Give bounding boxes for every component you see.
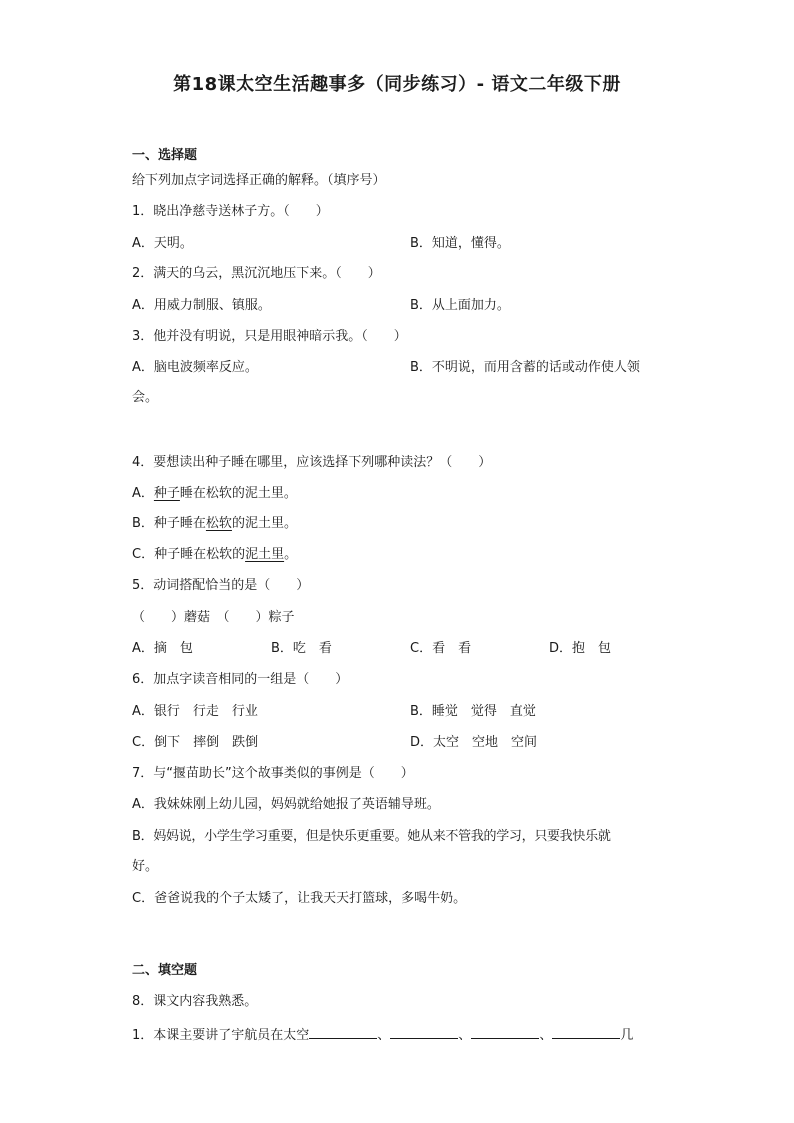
question-5: 5．动词搭配恰当的是（ ） [132,578,310,593]
page-title: 第18课太空生活趣事多（同步练习）- 语文二年级下册 [173,74,621,95]
q4-option-a [132,486,297,502]
separator: 、 [377,1028,391,1043]
question-7: 7．与“揠苗助长”这个故事类似的事例是（ ） [132,766,414,781]
question-2: 2．满天的乌云，黑沉沉地压下来。（ ） [132,266,381,281]
separator: 、 [539,1028,553,1043]
q7-option-c: C．爸爸说我的个子太矮了，让我天天打篮球，多喝牛奶。 [132,891,467,906]
q3-option-a: A．脑电波频率反应。 [132,360,258,375]
q5-blanks: （ ）蘑菇 （ ）粽子 [132,610,295,625]
q5-option-b: B．吃 看 [271,641,332,656]
q8-line-1 [132,1026,633,1044]
section-heading-choice: 一、选择题 [132,148,198,163]
separator: 、 [458,1028,472,1043]
q7-option-a: A．我妹妹刚上幼儿园，妈妈就给她报了英语辅导班。 [132,797,440,812]
q4-a-prefix: A． [132,486,154,501]
answer-blank-1[interactable] [309,1026,377,1039]
q1-option-b: B．知道，懂得。 [410,236,510,251]
q5-option-a: A．摘 包 [132,641,193,656]
question-8: 8．课文内容我熟悉。 [132,994,258,1009]
q6-option-b: B．睡觉 觉得 直觉 [410,704,536,719]
q4-c-underlined: 泥土里 [245,547,285,562]
q4-option-c [132,547,297,563]
q5-option-c: C．看 看 [410,641,472,656]
answer-blank-2[interactable] [390,1026,458,1039]
q6-option-d: D．太空 空地 空间 [410,735,538,750]
q4-c-prefix: C．种子睡在松软的 [132,547,246,562]
q3-option-b: B．不明说，而用含蓄的话或动作使人领 [410,360,640,375]
q4-b-suffix: 的泥土里。 [231,516,297,531]
instruction-text: 给下列加点字词选择正确的解释。（填序号） [132,173,386,188]
q1-option-a: A．天明。 [132,236,193,251]
q6-option-c: C．倒下 摔倒 跌倒 [132,735,259,750]
question-6: 6．加点字读音相同的一组是（ ） [132,672,349,687]
answer-blank-3[interactable] [471,1026,539,1039]
q2-option-a: A．用威力制服、镇服。 [132,298,271,313]
q3-option-b-continued: 会。 [132,390,159,405]
question-1: 1．晓出净慈寺送林子方。（ ） [132,204,329,219]
answer-blank-4[interactable] [552,1026,620,1039]
q4-b-underlined: 松软 [205,516,232,531]
q2-option-b: B．从上面加力。 [410,298,510,313]
q5-option-d: D．抱 包 [549,641,612,656]
q7-option-b: B．妈妈说，小学生学习重要，但是快乐更重要。她从来不管我的学习，只要我快乐就 [132,829,611,844]
q8-line-1-suffix: 几 [620,1028,634,1043]
q4-b-prefix: B．种子睡在 [132,516,206,531]
question-3: 3．他并没有明说，只是用眼神暗示我。（ ） [132,329,407,344]
q4-option-b [132,516,297,532]
q4-c-suffix: 。 [284,547,298,562]
question-4: 4．要想读出种子睡在哪里，应该选择下列哪种读法？（ ） [132,455,492,470]
q7-option-b-continued: 好。 [132,859,159,874]
q4-a-underlined: 种子 [153,486,180,501]
q6-option-a: A．银行 行走 行业 [132,704,258,719]
section-heading-fill: 二、填空题 [132,963,198,978]
q8-line-1-prefix: 1．本课主要讲了宇航员在太空 [132,1028,310,1043]
q4-a-suffix: 睡在松软的泥土里。 [179,486,297,501]
